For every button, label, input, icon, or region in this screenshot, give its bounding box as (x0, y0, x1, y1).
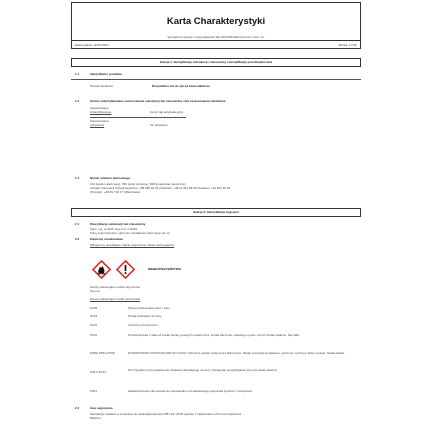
flame-pictogram-icon (92, 260, 111, 279)
s12-use-label: Zastosowanie (90, 106, 109, 110)
s14-line: 112 (telefon alarmowy), 999 (straż pożarna), 998 (pogotowie medyczne) (90, 182, 186, 186)
statement-code: H225 (90, 306, 98, 310)
s11-label: Identyfikator produktu (90, 72, 122, 76)
s11-name-label: Nazwa handlowa (90, 84, 113, 88)
s14-line: (Poznań), +48 81 718 17 (Warszawa) (90, 190, 140, 194)
s12-label: Istotne zidentyfikowane zastosowania substancji lub mieszaniny oraz zastosowania odradzane (90, 99, 226, 103)
s12-adv-label: Zastosowania (90, 119, 109, 123)
statement-text: Działa drażniąco na oczy. (128, 314, 162, 318)
signal-word: NIEBEZPIECZEŃSTWO (148, 267, 182, 271)
hazard-intro-value: Nie ma. (90, 289, 101, 293)
s21-number: 2.1 (75, 222, 80, 226)
s14-number: 1.4 (75, 176, 80, 180)
precaution-heading: Zwroty wskazujące środki ostrożności (90, 297, 141, 301)
s23-number: 2.3 (75, 406, 80, 410)
s23-line: REACH. (90, 416, 102, 420)
version-label: Wersja: 1.0 PL (338, 42, 357, 47)
issue-date: Data wydania: 10.03.2020 r. (75, 42, 110, 47)
statement-text: W PRZYPADKU DOSTANIA SIĘ DO OCZU: Ostrożnie płukać wodą przez kilka minut. Wyjąć soczewki kontaktowe, jeżeli są i można je łatwo usunąć. Nadal płukać. (128, 351, 346, 355)
statement-text: Chronić przed dziećmi. (128, 323, 159, 327)
s11-divider (71, 79, 361, 80)
section-2-title: Sekcja 2: Identyfikacja zagrożeń (71, 208, 361, 217)
statement-code: P501 (90, 389, 98, 393)
statement-text: Zawartość/pojemnik usuwać do odpowiednio oznakowanego pojemnika zgodnie z przepisami. (128, 389, 253, 393)
s12-use-divider (90, 117, 186, 118)
statement-code: P305+P351+P338 (90, 351, 115, 355)
s12-adv-sub: odradzane (90, 123, 105, 127)
s12-use-value: żel do rąk antybakteryjny (150, 110, 184, 114)
statement-code: H319 (90, 314, 98, 318)
hazard-intro: Zwroty wskazujące rodzaj zagrożenia (90, 285, 140, 289)
s11-name-value: Dezynfektor żel do rąk na bazie alkoholu (152, 84, 210, 88)
s14-label: Numer telefonu alarmowego (90, 176, 131, 180)
s12-use-sub: zidentyfikowane (90, 110, 112, 114)
header-meta-row (71, 40, 361, 49)
statement-text: W przypadku utrzymywania się działania drażniącego na oczy: Zasięgnąć porady/zgłosić się pod opiekę lekarza. (128, 368, 278, 372)
s22-label: Elementy oznakowania (90, 237, 123, 241)
s14-line: Ośrodki Informacji Toksykologicznej: +58 682 04 04 (Gdańsk), +48 12 411 99 99 (Kraków), +61 847 69 46 (90, 186, 231, 190)
s12-number: 1.2 (75, 99, 80, 103)
statement-text: Przechowywać z dala od źródeł ciepła, gorących powierzchni, źródeł iskrzenia, otwartego ognia i innych źródeł zapłonu. Nie palić. (128, 333, 301, 337)
s22-sub: Piktogramy określające rodzaj zagrożenia i hasło ostrzegawcze (90, 243, 175, 247)
statement-code: P337+P313 (90, 370, 106, 374)
regulation-note: Sporządzona zgodnie z rozporządzeniem WE 1907/2006 (REACH) wraz z późn. zm. (167, 36, 265, 39)
exclamation-pictogram-icon (116, 260, 135, 279)
s22-number: 2.2 (75, 237, 80, 241)
s21-line: Pełny tekst zwrotów: patrz pkt. Dodatkowe informacje ws. kl. (90, 231, 171, 235)
document-title: Karta Charakterystyki (166, 16, 266, 27)
s21-label: Klasyfikacja substancji lub mieszaniny (90, 222, 146, 226)
section-1-title: Sekcja 1: Identyfikacja substancji / mieszaniny i identyfikacja przedsiębiorstwa (71, 58, 361, 67)
s21-line: Flam. Liq. 2 H225, Eye Irrit. 2 H319 (90, 227, 138, 231)
s23-label: Inne zagrożenia (90, 406, 113, 410)
statement-text: Wysoce łatwopalna ciecz i pary. (128, 306, 171, 310)
statement-code: P210 (90, 333, 98, 337)
statement-code: P102 (90, 323, 98, 327)
s23-line: Substancje zawarte w produkcie nie spełniają kryteriów PBT lub vPvB zgodnie z załącznikiem XIII rozporządzenia (90, 412, 242, 416)
s12-adv-value: nie określono (150, 123, 168, 127)
s11-number: 1.1 (75, 72, 80, 76)
